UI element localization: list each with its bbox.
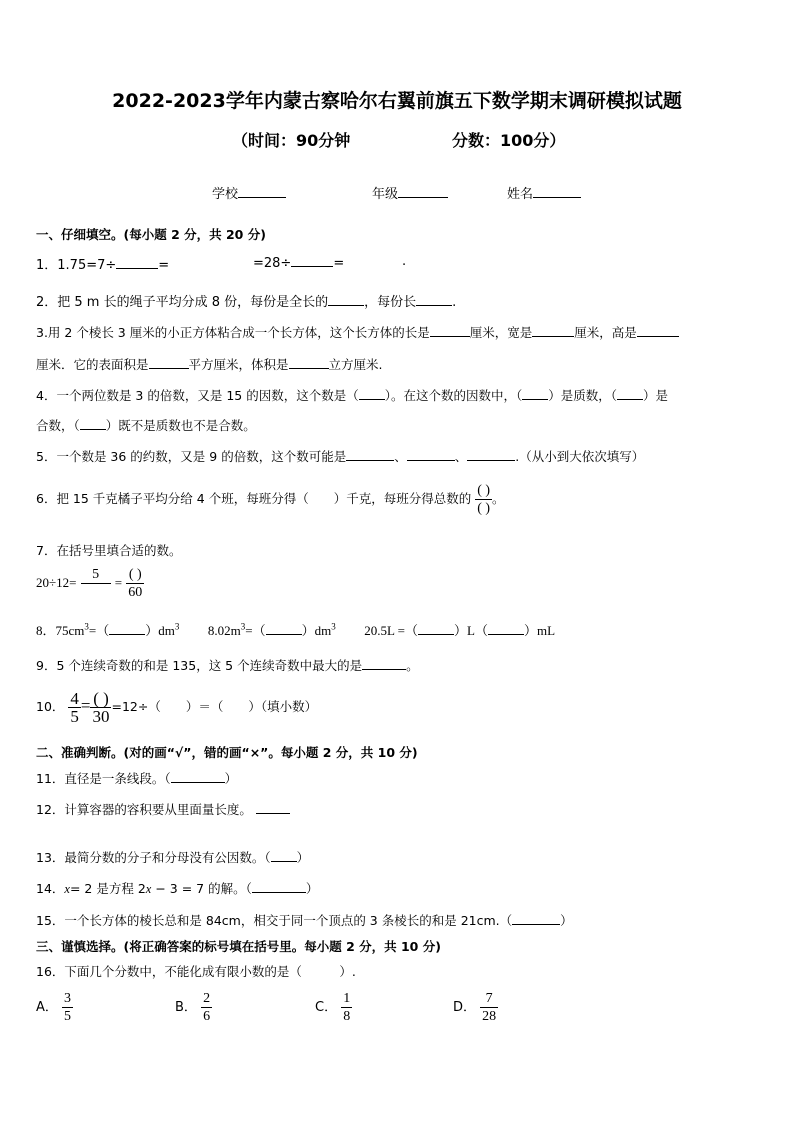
- section-heading-1: 一、仔细填空。(每小题 2 分，共 20 分): [36, 227, 266, 242]
- q10-text-a: 10．: [36, 699, 65, 714]
- q1-text-d: =: [333, 256, 345, 271]
- q3-text-b: 厘米，宽是: [469, 325, 533, 340]
- question-12: [36, 800, 290, 818]
- q8-sup-1: 3: [84, 621, 89, 632]
- q15-text-b: ）: [560, 913, 573, 928]
- q16-option-c[interactable]: [315, 990, 352, 1025]
- q6-fraction[interactable]: [475, 482, 492, 517]
- q8-text-g: 20.5L =（: [364, 623, 418, 638]
- q16-option-d[interactable]: [453, 990, 498, 1025]
- q3-text-c: 厘米，高是: [574, 325, 637, 340]
- section-heading-3: 三、谨慎选择。(将正确答案的标号填在括号里。每小题 2 分，共 10 分): [36, 939, 441, 954]
- q8-blank-4[interactable]: [488, 622, 524, 635]
- q9-text-a: 9．5 个连续奇数的和是 135，这 5 个连续奇数中最大的是: [36, 658, 363, 673]
- q12-blank[interactable]: [256, 801, 290, 814]
- q16-c-den: 8: [343, 1009, 351, 1024]
- q10-f2-denominator: 30: [92, 707, 110, 726]
- q16-c-num: 1: [343, 991, 351, 1006]
- q3-text-d: 厘米．它的表面积是: [36, 357, 149, 372]
- exam-score: 分数：100分）: [452, 131, 566, 150]
- q16-option-c-fraction: [341, 990, 352, 1025]
- q8-blank-3[interactable]: [418, 622, 454, 635]
- q8-text-a: 8．75cm: [36, 623, 85, 638]
- q14-text-d: − 3 = 7 的解。（: [151, 881, 252, 896]
- question-5: [36, 447, 644, 465]
- q5-blank-2[interactable]: [407, 448, 455, 461]
- q14-blank[interactable]: [252, 880, 306, 893]
- q7-f2-denominator: 60: [128, 585, 143, 600]
- q8-text-h: ）L（: [454, 623, 488, 638]
- q8-blank-2[interactable]: [266, 622, 302, 635]
- q6-denominator: ( ): [477, 501, 491, 516]
- question-6: [36, 482, 505, 517]
- q9-text-b: 。: [406, 658, 419, 673]
- q16-d-den: 28: [482, 1009, 497, 1024]
- q4-text-a: 4．一个两位数是 3 的倍数，又是 15 的因数，这个数是（: [36, 388, 359, 403]
- school-field[interactable]: [212, 183, 286, 202]
- q8-text-e: =（: [245, 623, 266, 638]
- q8-text-c: ）dm: [145, 623, 175, 638]
- question-4-cont: [36, 416, 256, 434]
- q5-text-c: 、: [454, 449, 468, 464]
- question-8: [36, 620, 555, 639]
- q10-f1-denominator: 5: [70, 707, 79, 726]
- q11-text-a: 11．直径是一条线段。（: [36, 771, 171, 786]
- q5-blank-1[interactable]: [346, 448, 394, 461]
- q10-equals: =: [80, 696, 91, 715]
- q4-text-b: ）。在这个数的因数中，（: [384, 388, 523, 403]
- q4-text-e: 合数，（: [36, 418, 80, 433]
- q8-text-f: ）dm: [301, 623, 332, 638]
- q2-blank-1[interactable]: [328, 293, 364, 306]
- q16-option-b-label: B．: [175, 1000, 197, 1015]
- q1-text-a: 1．1.75=7÷: [36, 258, 117, 273]
- q1-blank-1[interactable]: [116, 256, 158, 269]
- q6-text-b: 。: [492, 491, 505, 506]
- q4-blank-2[interactable]: [522, 387, 548, 400]
- q7-f2-numerator: ( ): [128, 567, 142, 582]
- question-7: 7．在括号里填合适的数。: [36, 543, 182, 558]
- q5-text-a: 5．一个数是 36 的约数，又是 9 的倍数，这个数可能是: [36, 449, 347, 464]
- q16-b-num: 2: [203, 991, 211, 1006]
- question-10: [36, 690, 317, 725]
- q10-fraction-2[interactable]: [90, 690, 111, 725]
- q7-f1-numerator: 5: [92, 567, 100, 582]
- q14-text-e: ）: [305, 881, 319, 896]
- q8-text-i: ）mL: [523, 623, 556, 638]
- q9-blank-1[interactable]: [362, 657, 406, 670]
- q5-text-b: 、: [394, 449, 407, 464]
- exam-time: （时间：90分钟: [232, 131, 351, 150]
- q16-option-c-label: C．: [315, 1000, 338, 1015]
- grade-field[interactable]: [372, 183, 448, 202]
- q8-blank-1[interactable]: [109, 622, 145, 635]
- page-title: 2022-2023学年内蒙古察哈尔右翼前旗五下数学期末调研模拟试题: [112, 90, 682, 112]
- q14-var-x: x: [64, 882, 70, 896]
- q16-option-a[interactable]: [36, 990, 73, 1025]
- q3-blank-2[interactable]: [532, 324, 574, 337]
- question-2: [36, 291, 456, 310]
- q16-a-num: 3: [64, 991, 72, 1006]
- question-4: [36, 386, 668, 404]
- q5-text-d: .（从小到大依次填写）: [515, 449, 645, 464]
- q1-end: .: [402, 254, 407, 269]
- q16-a-den: 5: [64, 1009, 72, 1024]
- q3-text-a: 3.用 2 个棱长 3 厘米的小正方体粘合成一个长方体，这个长方体的长是: [36, 325, 430, 340]
- q10-f2-numerator: ( ): [93, 689, 109, 708]
- q3-blank-3[interactable]: [637, 324, 679, 337]
- q2-text-c: .: [452, 295, 457, 310]
- q3-blank-5[interactable]: [289, 356, 329, 369]
- q14-var-x2: x: [145, 882, 152, 896]
- question-3: [36, 323, 679, 341]
- school-label: 学校: [212, 187, 239, 202]
- q13-text-b: ）: [296, 850, 310, 865]
- q13-blank[interactable]: [271, 849, 297, 862]
- question-13: [36, 848, 309, 866]
- q14-text-a: 14．: [36, 881, 65, 896]
- q16-option-d-label: D．: [453, 1000, 477, 1015]
- q7-fraction-1: [81, 566, 111, 601]
- grade-blank[interactable]: [398, 185, 448, 198]
- q16-b-den: 6: [203, 1009, 211, 1024]
- question-15: [36, 911, 573, 929]
- q4-blank-3[interactable]: [617, 387, 643, 400]
- grade-label: 年级: [372, 187, 399, 202]
- name-label: 姓名: [507, 187, 534, 202]
- q8-sup-4: 3: [331, 621, 336, 632]
- q3-blank-4[interactable]: [149, 356, 189, 369]
- q6-numerator: ( ): [477, 483, 491, 498]
- q7-f1-denominator[interactable]: [81, 583, 111, 601]
- q11-blank[interactable]: [171, 770, 225, 783]
- q15-text-a: 15．一个长方体的棱长总和是 84cm，相交于同一个顶点的 3 条棱长的和是 21cm.（: [36, 913, 513, 928]
- q4-text-d: ）是: [643, 388, 669, 403]
- question-14: [36, 879, 318, 897]
- q3-text-f: 立方厘米.: [328, 357, 383, 372]
- q10-text-b: =12÷（ ）＝（ ）（填小数）: [111, 699, 318, 714]
- question-7-equation: [36, 566, 144, 601]
- school-blank[interactable]: [238, 185, 286, 198]
- q10-f1-numerator: 4: [70, 689, 79, 708]
- q3-text-e: 平方厘米，体积是: [188, 357, 289, 372]
- q2-text-b: ，每份长: [364, 295, 417, 310]
- q1-blank-2[interactable]: [291, 254, 333, 267]
- q16-d-num: 7: [485, 991, 493, 1006]
- q11-text-b: ）: [224, 771, 238, 786]
- q16-option-d-fraction: [480, 990, 498, 1025]
- q5-blank-3[interactable]: [467, 448, 515, 461]
- q8-sup-2: 3: [174, 621, 180, 632]
- q12-text-a: 12．计算容器的容积要从里面量长度。: [36, 802, 252, 817]
- q4-text-f: ）既不是质数也不是合数。: [105, 418, 256, 433]
- q1-text-b: =: [158, 258, 170, 273]
- q16-option-a-fraction: [62, 990, 73, 1025]
- q2-blank-2[interactable]: [416, 293, 452, 306]
- q13-text-a: 13．最简分数的分子和分母没有公因数。（: [36, 850, 271, 865]
- q2-text-a: 2．把 5 m 长的绳子平均分成 8 份，每份是全长的: [36, 295, 329, 310]
- name-field[interactable]: [507, 183, 581, 202]
- q16-option-b-fraction: [201, 990, 212, 1025]
- question-1-cont: [253, 254, 344, 271]
- question-11: [36, 769, 237, 787]
- q1-text-c: =28÷: [253, 256, 292, 271]
- q3-blank-1[interactable]: [430, 324, 470, 337]
- q10-fraction-1: [68, 690, 81, 725]
- q16-option-a-label: A．: [36, 1000, 58, 1015]
- q15-blank[interactable]: [512, 912, 560, 925]
- q8-text-d: 8.02m: [207, 623, 241, 638]
- q8-sup-3: 3: [240, 621, 246, 632]
- question-3-cont: [36, 355, 383, 373]
- section-heading-2: 二、准确判断。(对的画“√”，错的画“×”。每小题 2 分，共 10 分): [36, 745, 418, 760]
- q4-blank-1[interactable]: [359, 387, 385, 400]
- q8-text-b: =（: [88, 623, 110, 638]
- q4-text-c: ）是质数，（: [548, 388, 617, 403]
- question-16: 16．下面几个分数中，不能化成有限小数的是（ ）.: [36, 964, 356, 979]
- q4-blank-4[interactable]: [80, 417, 106, 430]
- name-blank[interactable]: [533, 185, 581, 198]
- question-9: [36, 656, 419, 674]
- q7-equals: =: [114, 575, 123, 590]
- q7-lhs: 20÷12=: [36, 575, 77, 590]
- q16-option-b[interactable]: [175, 990, 212, 1025]
- question-1: [36, 254, 169, 273]
- q6-text-a: 6．把 15 千克橘子平均分给 4 个班，每班分得（ ）千克，每班分得总数的: [36, 491, 472, 506]
- q14-text-b: = 2 是方程 2: [69, 881, 146, 896]
- q7-fraction-2[interactable]: [126, 566, 144, 601]
